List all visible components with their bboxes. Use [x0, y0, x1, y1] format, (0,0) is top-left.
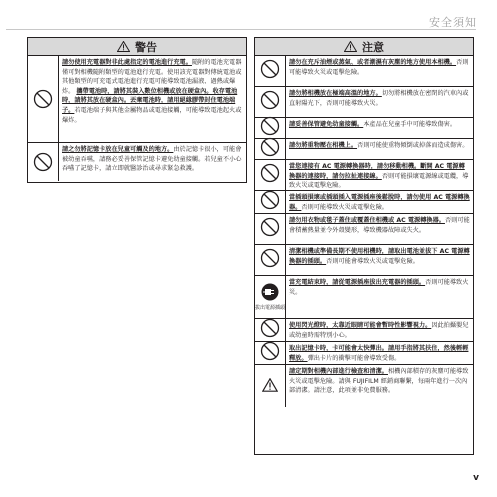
warning-panel	[27, 37, 247, 183]
warning-panel-header	[28, 38, 246, 56]
caution-row	[255, 87, 473, 118]
prohibition-icon	[260, 318, 280, 342]
caution-row	[255, 139, 473, 160]
icon-caption: 拔出電源插頭	[255, 304, 286, 311]
prohibition-icon	[260, 248, 280, 272]
caution-row	[255, 214, 473, 245]
prohibition-icon	[260, 90, 280, 114]
caution-row	[255, 118, 473, 139]
caution-text: 請勿用衣物或毯子蓋住或覆蓋住相機或 AC 電源轉換器。否則可能會積蓄熱量並令外殼變形，導致機器故障或失火。	[289, 217, 470, 234]
caution-row	[255, 365, 473, 407]
page-title: 安全須知	[429, 16, 477, 29]
caution-text: 請勿在充斥油煙或蒸氣、或者潮濕有灰塵的地方使用本相機。否則可能導致火災或電擊危險。	[289, 59, 469, 76]
caution-panel	[254, 37, 474, 455]
warning-triangle-icon	[262, 377, 278, 396]
caution-panel-header	[255, 38, 473, 56]
caution-text: 清潔相機或準備長期不使用相機時，請取出電池並拔下 AC 電源轉換器的插頭。否則可能會導致火災或電擊危險。	[289, 248, 470, 265]
warning-heading: 警告	[135, 40, 157, 54]
prohibition-icon	[260, 163, 280, 187]
warning-triangle-icon	[344, 41, 357, 52]
caution-text: 請定期對相機內部進行檢查和清潔。相機內部積存的灰塵可能導致火災或電擊危險。請與 FUJIFILM 經銷商聯繫，每兩年進行一次內部清潔。請注意，此項並非免費服務。	[289, 368, 469, 395]
caution-heading: 注意	[362, 40, 384, 54]
prohibition-icon	[260, 190, 280, 214]
caution-row	[255, 319, 473, 342]
caution-text: 取出記憶卡時，卡可能會太快彈出。請用手指將其扶住，然後輕輕釋放。彈出卡片的衝擊可能會導致受傷。	[289, 345, 469, 362]
prohibition-icon	[33, 152, 53, 172]
caution-text: 請勿將重物壓在相機上。否則可能使重物傾倒或掉落而造成傷害。	[289, 142, 469, 149]
warning-row	[28, 56, 246, 143]
title-divider	[6, 29, 476, 30]
caution-row	[255, 245, 473, 276]
caution-row	[255, 191, 473, 214]
prohibition-icon	[260, 217, 280, 241]
caution-text: 當插頭損壞或插頭插入電源插座後鬆脫時，請勿使用 AC 電源轉換器。否則可能導致火災或電擊危險。	[289, 194, 470, 211]
warning-text: 請勿使用充電器對非此處指定的電池進行充電。隨附的電池充電器僅可對相機隨附類型的電池進行充電。使用該充電器對傳統電池或其他類型的可充電式電池進行充電可能導致電池漏液、過熱或爆炸。 攜帶電池時，請將其裝入數位相機或放在硬盒內。收存電池時，請將其放在硬盒內。丟棄電池時，請用絕緣膠帶封住電池端子。若電池端子與其他金屬物品或電池接觸，可能導致電池起火或爆炸。	[62, 59, 242, 124]
caution-row	[255, 56, 473, 87]
caution-row	[255, 276, 473, 319]
prohibition-icon	[260, 137, 280, 161]
prohibition-icon	[260, 341, 280, 365]
caution-row	[255, 342, 473, 365]
unplug-icon	[261, 283, 279, 305]
caution-text: 請勿將相機放在極端高溫的地方。切勿將相機放在密閉的汽車內或直射陽光下，否則可能導致火災。	[289, 90, 469, 107]
prohibition-icon	[260, 59, 280, 83]
caution-text: 當充電結束時，請從電源插座拔出充電器的插頭。否則可能導致火災。	[289, 279, 469, 296]
warning-row	[28, 143, 246, 181]
warning-text: 請之勿將記憶卡放在兒童可觸及的地方。由於記憶卡很小，可能會被幼童吞嚥，請務必妥善保管記憶卡避免幼童接觸。若兒童不小心吞嚥了記憶卡，請立即就醫診治或尋求緊急救護。	[62, 146, 242, 173]
caution-text: 使用閃光燈時，太靠近眼睛可能會暫時性影響視力。因此拍攝嬰兒或幼童時需特別小心。	[289, 322, 469, 339]
warning-triangle-icon	[117, 41, 130, 52]
page-number: v	[473, 473, 479, 483]
caution-text: 請妥善保管避免幼童接觸。本產品在兒童手中可能導致傷害。	[289, 121, 457, 128]
caution-text: 當您連接有 AC 電源轉換器時，請勿移動相機。斷開 AC 電源轉換器的連接時，請勿拉扯連接線。否則可能損壞電源線或電纜，導致火災或電擊危險。	[289, 163, 469, 190]
caution-row	[255, 160, 473, 191]
prohibition-icon	[33, 89, 53, 109]
